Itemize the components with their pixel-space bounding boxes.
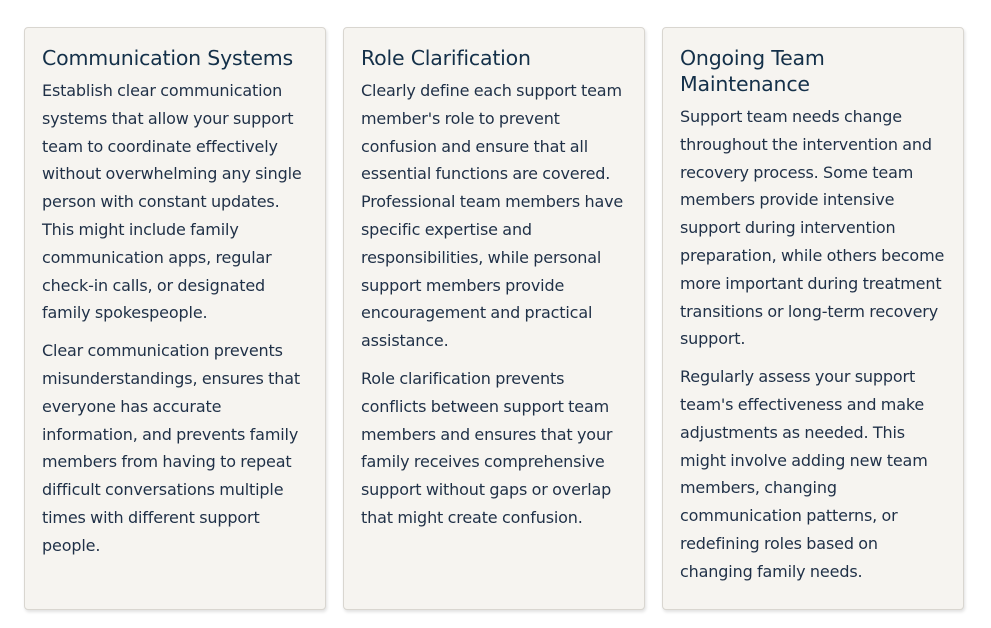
card-title: Role Clarification bbox=[361, 46, 531, 70]
card-paragraph: Regularly assess your support team's effectiveness and make adjustments as needed. This might involve adding new team members, changing communication patterns, or redefining roles based on changing family needs. bbox=[680, 367, 928, 581]
card-role-clarification bbox=[343, 27, 645, 610]
card-ongoing-team-maintenance bbox=[662, 27, 964, 610]
card-paragraph: Clear communication prevents misunderstandings, ensures that everyone has accurate information, and prevents family members from having to repeat difficult conversations multiple times with different support people. bbox=[42, 341, 300, 555]
info-cards bbox=[24, 27, 965, 610]
card-paragraph: Role clarification prevents conflicts between support team members and ensures that your family receives comprehensive support without gaps or overlap that might create confusion. bbox=[361, 368, 613, 527]
card-title: Ongoing Team Maintenance bbox=[680, 46, 825, 96]
card-communication-systems bbox=[24, 27, 326, 610]
card-paragraph: Support team needs change throughout the intervention and recovery process. Some team members provide intensive support during intervention preparation, while others become more important during treatment transitions or long-term recovery support. bbox=[680, 107, 945, 349]
card-title: Communication Systems bbox=[42, 46, 294, 70]
card-paragraph: Establish clear communication systems that allow your support team to coordinate effectively without overwhelming any single person with constant updates. This might include family communication apps, regular check-in calls, or designated family spokespeople. bbox=[42, 81, 302, 323]
card-paragraph: Clearly define each support team member's role to prevent confusion and ensure that all essential functions are covered. Professional team members have specific expertise and responsibilities, while personal support members provide encouragement and practical assistance. bbox=[361, 81, 624, 351]
